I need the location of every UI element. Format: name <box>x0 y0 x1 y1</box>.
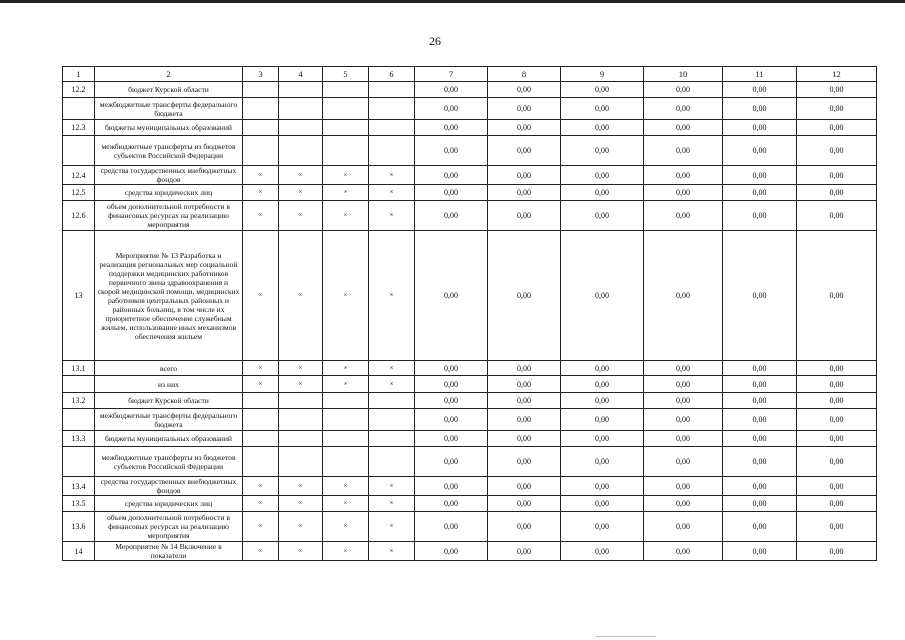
col6-cell: × <box>369 185 415 201</box>
value-cell: 0,00 <box>797 496 877 512</box>
value-cell: 0,00 <box>644 447 723 477</box>
col4-cell <box>279 136 323 166</box>
col5-cell <box>323 82 369 98</box>
col6-cell: × <box>369 376 415 393</box>
value-cell: 0,00 <box>723 98 797 120</box>
value-cell: 0,00 <box>797 409 877 431</box>
col6-cell <box>369 393 415 409</box>
col6-cell: × <box>369 512 415 542</box>
value-cell: 0,00 <box>723 477 797 496</box>
col3-cell: × <box>243 477 279 496</box>
value-cell: 0,00 <box>488 136 561 166</box>
value-cell: 0,00 <box>797 82 877 98</box>
col5-cell: × <box>323 201 369 231</box>
table-row <box>63 447 877 477</box>
col3-cell: × <box>243 166 279 185</box>
col6-cell <box>369 120 415 136</box>
row-name-cell: объем дополнительной потребности в финансовых ресурсах на реализацию мероприятия <box>95 512 243 542</box>
value-cell: 0,00 <box>561 82 644 98</box>
row-name-cell: средства юридических лиц <box>95 185 243 201</box>
col6-cell: × <box>369 496 415 512</box>
header-cell: 8 <box>488 67 561 82</box>
value-cell: 0,00 <box>797 512 877 542</box>
value-cell: 0,00 <box>723 120 797 136</box>
col4-cell: × <box>279 496 323 512</box>
value-cell: 0,00 <box>561 431 644 447</box>
row-name-cell: межбюджетные трансферты федерального бюджета <box>95 98 243 120</box>
value-cell: 0,00 <box>561 447 644 477</box>
col5-cell: × <box>323 477 369 496</box>
col6-cell <box>369 431 415 447</box>
value-cell: 0,00 <box>561 361 644 376</box>
header-cell: 4 <box>279 67 323 82</box>
row-id-cell: 13.2 <box>63 393 95 409</box>
col3-cell <box>243 120 279 136</box>
value-cell: 0,00 <box>561 120 644 136</box>
row-id-cell <box>63 376 95 393</box>
table-row <box>63 82 877 98</box>
row-id-cell <box>63 409 95 431</box>
value-cell: 0,00 <box>644 201 723 231</box>
row-id-cell: 12.5 <box>63 185 95 201</box>
value-cell: 0,00 <box>797 376 877 393</box>
table-header-row <box>63 67 877 82</box>
value-cell: 0,00 <box>561 496 644 512</box>
value-cell: 0,00 <box>644 393 723 409</box>
value-cell: 0,00 <box>723 447 797 477</box>
table-row <box>63 98 877 120</box>
value-cell: 0,00 <box>723 512 797 542</box>
col4-cell: × <box>279 231 323 361</box>
table-row <box>63 201 877 231</box>
value-cell: 0,00 <box>797 120 877 136</box>
col6-cell: × <box>369 361 415 376</box>
value-cell: 0,00 <box>488 376 561 393</box>
row-id-cell: 13.6 <box>63 512 95 542</box>
value-cell: 0,00 <box>488 201 561 231</box>
table-row <box>63 376 877 393</box>
col4-cell: × <box>279 542 323 561</box>
col5-cell: × <box>323 185 369 201</box>
row-id-cell: 13 <box>63 231 95 361</box>
value-cell: 0,00 <box>797 136 877 166</box>
col4-cell: × <box>279 361 323 376</box>
row-id-cell: 14 <box>63 542 95 561</box>
col4-cell <box>279 98 323 120</box>
row-name-cell: средства юридических лиц <box>95 496 243 512</box>
budget-table <box>62 66 877 561</box>
value-cell: 0,00 <box>797 98 877 120</box>
row-id-cell: 13.4 <box>63 477 95 496</box>
col6-cell: × <box>369 231 415 361</box>
value-cell: 0,00 <box>415 82 488 98</box>
row-name-cell: объем дополнительной потребности в финансовых ресурсах на реализацию мероприятия <box>95 201 243 231</box>
value-cell: 0,00 <box>797 166 877 185</box>
value-cell: 0,00 <box>561 393 644 409</box>
table-row <box>63 431 877 447</box>
col5-cell: × <box>323 496 369 512</box>
value-cell: 0,00 <box>644 512 723 542</box>
col3-cell: × <box>243 376 279 393</box>
col3-cell <box>243 431 279 447</box>
value-cell: 0,00 <box>488 98 561 120</box>
scan-mark <box>596 636 656 637</box>
col6-cell <box>369 409 415 431</box>
value-cell: 0,00 <box>723 166 797 185</box>
col3-cell <box>243 393 279 409</box>
col6-cell: × <box>369 542 415 561</box>
value-cell: 0,00 <box>561 477 644 496</box>
value-cell: 0,00 <box>488 361 561 376</box>
value-cell: 0,00 <box>415 447 488 477</box>
value-cell: 0,00 <box>723 136 797 166</box>
value-cell: 0,00 <box>488 542 561 561</box>
col3-cell: × <box>243 185 279 201</box>
col5-cell: × <box>323 542 369 561</box>
col3-cell <box>243 98 279 120</box>
row-name-cell: межбюджетные трансферты федерального бюджета <box>95 409 243 431</box>
col5-cell: × <box>323 361 369 376</box>
row-name-cell: бюджет Курской области <box>95 393 243 409</box>
value-cell: 0,00 <box>488 496 561 512</box>
value-cell: 0,00 <box>488 185 561 201</box>
table-row <box>63 185 877 201</box>
header-cell: 1 <box>63 67 95 82</box>
value-cell: 0,00 <box>415 542 488 561</box>
row-id-cell: 12.6 <box>63 201 95 231</box>
table-row <box>63 496 877 512</box>
value-cell: 0,00 <box>797 477 877 496</box>
value-cell: 0,00 <box>415 120 488 136</box>
row-id-cell <box>63 136 95 166</box>
col4-cell <box>279 393 323 409</box>
value-cell: 0,00 <box>488 409 561 431</box>
value-cell: 0,00 <box>415 166 488 185</box>
value-cell: 0,00 <box>723 409 797 431</box>
col3-cell: × <box>243 231 279 361</box>
value-cell: 0,00 <box>723 201 797 231</box>
value-cell: 0,00 <box>723 376 797 393</box>
value-cell: 0,00 <box>644 82 723 98</box>
col6-cell: × <box>369 166 415 185</box>
col5-cell <box>323 98 369 120</box>
table-row <box>63 512 877 542</box>
table-row <box>63 393 877 409</box>
budget-table-container <box>62 66 850 561</box>
value-cell: 0,00 <box>723 542 797 561</box>
value-cell: 0,00 <box>797 431 877 447</box>
value-cell: 0,00 <box>415 231 488 361</box>
value-cell: 0,00 <box>415 376 488 393</box>
value-cell: 0,00 <box>723 393 797 409</box>
header-cell: 11 <box>723 67 797 82</box>
header-cell: 7 <box>415 67 488 82</box>
value-cell: 0,00 <box>415 496 488 512</box>
value-cell: 0,00 <box>488 82 561 98</box>
row-id-cell: 12.2 <box>63 82 95 98</box>
col5-cell <box>323 136 369 166</box>
header-cell: 3 <box>243 67 279 82</box>
row-name-cell: бюджеты муниципальных образований <box>95 120 243 136</box>
value-cell: 0,00 <box>797 201 877 231</box>
col5-cell <box>323 431 369 447</box>
header-cell: 5 <box>323 67 369 82</box>
value-cell: 0,00 <box>644 496 723 512</box>
row-id-cell: 12.4 <box>63 166 95 185</box>
row-name-cell: Мероприятие № 13 Разработка и реализация региональных мер социальной поддержки медицинских работников первичного звена здравоохранения и скорой медицинской помощи, медицинских работников центральных районных и районных больниц, в том числе их приоритетное обеспечение служебным жильем, использование иных механизмов обеспечения жильем <box>95 231 243 361</box>
header-cell: 9 <box>561 67 644 82</box>
value-cell: 0,00 <box>644 477 723 496</box>
col6-cell: × <box>369 477 415 496</box>
value-cell: 0,00 <box>561 166 644 185</box>
value-cell: 0,00 <box>644 409 723 431</box>
table-row <box>63 542 877 561</box>
value-cell: 0,00 <box>561 136 644 166</box>
col3-cell: × <box>243 361 279 376</box>
col5-cell: × <box>323 166 369 185</box>
value-cell: 0,00 <box>644 98 723 120</box>
col3-cell: × <box>243 542 279 561</box>
col4-cell: × <box>279 477 323 496</box>
table-body <box>63 82 877 561</box>
col4-cell: × <box>279 185 323 201</box>
col5-cell: × <box>323 376 369 393</box>
value-cell: 0,00 <box>644 431 723 447</box>
value-cell: 0,00 <box>797 393 877 409</box>
value-cell: 0,00 <box>561 376 644 393</box>
value-cell: 0,00 <box>415 512 488 542</box>
col3-cell: × <box>243 512 279 542</box>
value-cell: 0,00 <box>561 409 644 431</box>
row-name-cell: межбюджетные трансферты из бюджетов субъектов Российской Федерации <box>95 447 243 477</box>
row-id-cell <box>63 98 95 120</box>
value-cell: 0,00 <box>415 136 488 166</box>
col3-cell: × <box>243 496 279 512</box>
value-cell: 0,00 <box>561 231 644 361</box>
table-row <box>63 477 877 496</box>
value-cell: 0,00 <box>723 431 797 447</box>
value-cell: 0,00 <box>561 512 644 542</box>
page-number: 26 <box>429 34 441 48</box>
value-cell: 0,00 <box>488 166 561 185</box>
value-cell: 0,00 <box>415 201 488 231</box>
row-name-cell: бюджет Курской области <box>95 82 243 98</box>
value-cell: 0,00 <box>488 120 561 136</box>
header-cell: 6 <box>369 67 415 82</box>
value-cell: 0,00 <box>415 185 488 201</box>
value-cell: 0,00 <box>644 136 723 166</box>
col4-cell: × <box>279 166 323 185</box>
row-id-cell <box>63 447 95 477</box>
col5-cell <box>323 393 369 409</box>
col4-cell: × <box>279 512 323 542</box>
value-cell: 0,00 <box>488 512 561 542</box>
value-cell: 0,00 <box>797 361 877 376</box>
header-cell: 10 <box>644 67 723 82</box>
value-cell: 0,00 <box>644 120 723 136</box>
header-cell: 12 <box>797 67 877 82</box>
row-name-cell: из них <box>95 376 243 393</box>
value-cell: 0,00 <box>644 361 723 376</box>
value-cell: 0,00 <box>797 231 877 361</box>
value-cell: 0,00 <box>797 447 877 477</box>
value-cell: 0,00 <box>415 98 488 120</box>
col5-cell <box>323 447 369 477</box>
col5-cell <box>323 120 369 136</box>
table-row <box>63 231 877 361</box>
col3-cell <box>243 447 279 477</box>
row-name-cell: средства государственных внебюджетных фондов <box>95 477 243 496</box>
value-cell: 0,00 <box>561 98 644 120</box>
table-row <box>63 166 877 185</box>
col4-cell <box>279 120 323 136</box>
value-cell: 0,00 <box>488 231 561 361</box>
value-cell: 0,00 <box>797 185 877 201</box>
value-cell: 0,00 <box>644 376 723 393</box>
col5-cell <box>323 409 369 431</box>
row-name-cell: Мероприятие № 14 Включение в показатели <box>95 542 243 561</box>
row-name-cell: всего <box>95 361 243 376</box>
value-cell: 0,00 <box>415 393 488 409</box>
value-cell: 0,00 <box>644 166 723 185</box>
col6-cell <box>369 98 415 120</box>
row-name-cell: бюджеты муниципальных образований <box>95 431 243 447</box>
row-id-cell: 13.1 <box>63 361 95 376</box>
value-cell: 0,00 <box>415 431 488 447</box>
col4-cell <box>279 82 323 98</box>
value-cell: 0,00 <box>415 477 488 496</box>
col4-cell <box>279 409 323 431</box>
col6-cell <box>369 447 415 477</box>
value-cell: 0,00 <box>488 393 561 409</box>
value-cell: 0,00 <box>415 361 488 376</box>
table-row <box>63 120 877 136</box>
value-cell: 0,00 <box>797 542 877 561</box>
col3-cell <box>243 409 279 431</box>
col4-cell: × <box>279 376 323 393</box>
col6-cell: × <box>369 201 415 231</box>
page-top-border <box>0 0 905 3</box>
value-cell: 0,00 <box>561 201 644 231</box>
col4-cell <box>279 447 323 477</box>
col4-cell: × <box>279 201 323 231</box>
row-id-cell: 13.3 <box>63 431 95 447</box>
value-cell: 0,00 <box>723 185 797 201</box>
row-name-cell: межбюджетные трансферты из бюджетов субъектов Российской Федерации <box>95 136 243 166</box>
header-cell: 2 <box>95 67 243 82</box>
value-cell: 0,00 <box>723 361 797 376</box>
value-cell: 0,00 <box>415 409 488 431</box>
table-row <box>63 409 877 431</box>
value-cell: 0,00 <box>488 431 561 447</box>
col6-cell <box>369 82 415 98</box>
col4-cell <box>279 431 323 447</box>
table-row <box>63 361 877 376</box>
value-cell: 0,00 <box>723 231 797 361</box>
col5-cell: × <box>323 231 369 361</box>
value-cell: 0,00 <box>723 82 797 98</box>
value-cell: 0,00 <box>488 477 561 496</box>
value-cell: 0,00 <box>561 185 644 201</box>
col3-cell <box>243 82 279 98</box>
col3-cell <box>243 136 279 166</box>
value-cell: 0,00 <box>723 496 797 512</box>
col5-cell: × <box>323 512 369 542</box>
table-row <box>63 136 877 166</box>
col6-cell <box>369 136 415 166</box>
row-id-cell: 13.5 <box>63 496 95 512</box>
value-cell: 0,00 <box>644 231 723 361</box>
value-cell: 0,00 <box>488 447 561 477</box>
row-id-cell: 12.3 <box>63 120 95 136</box>
row-name-cell: средства государственных внебюджетных фондов <box>95 166 243 185</box>
col3-cell: × <box>243 201 279 231</box>
value-cell: 0,00 <box>644 542 723 561</box>
value-cell: 0,00 <box>561 542 644 561</box>
value-cell: 0,00 <box>644 185 723 201</box>
